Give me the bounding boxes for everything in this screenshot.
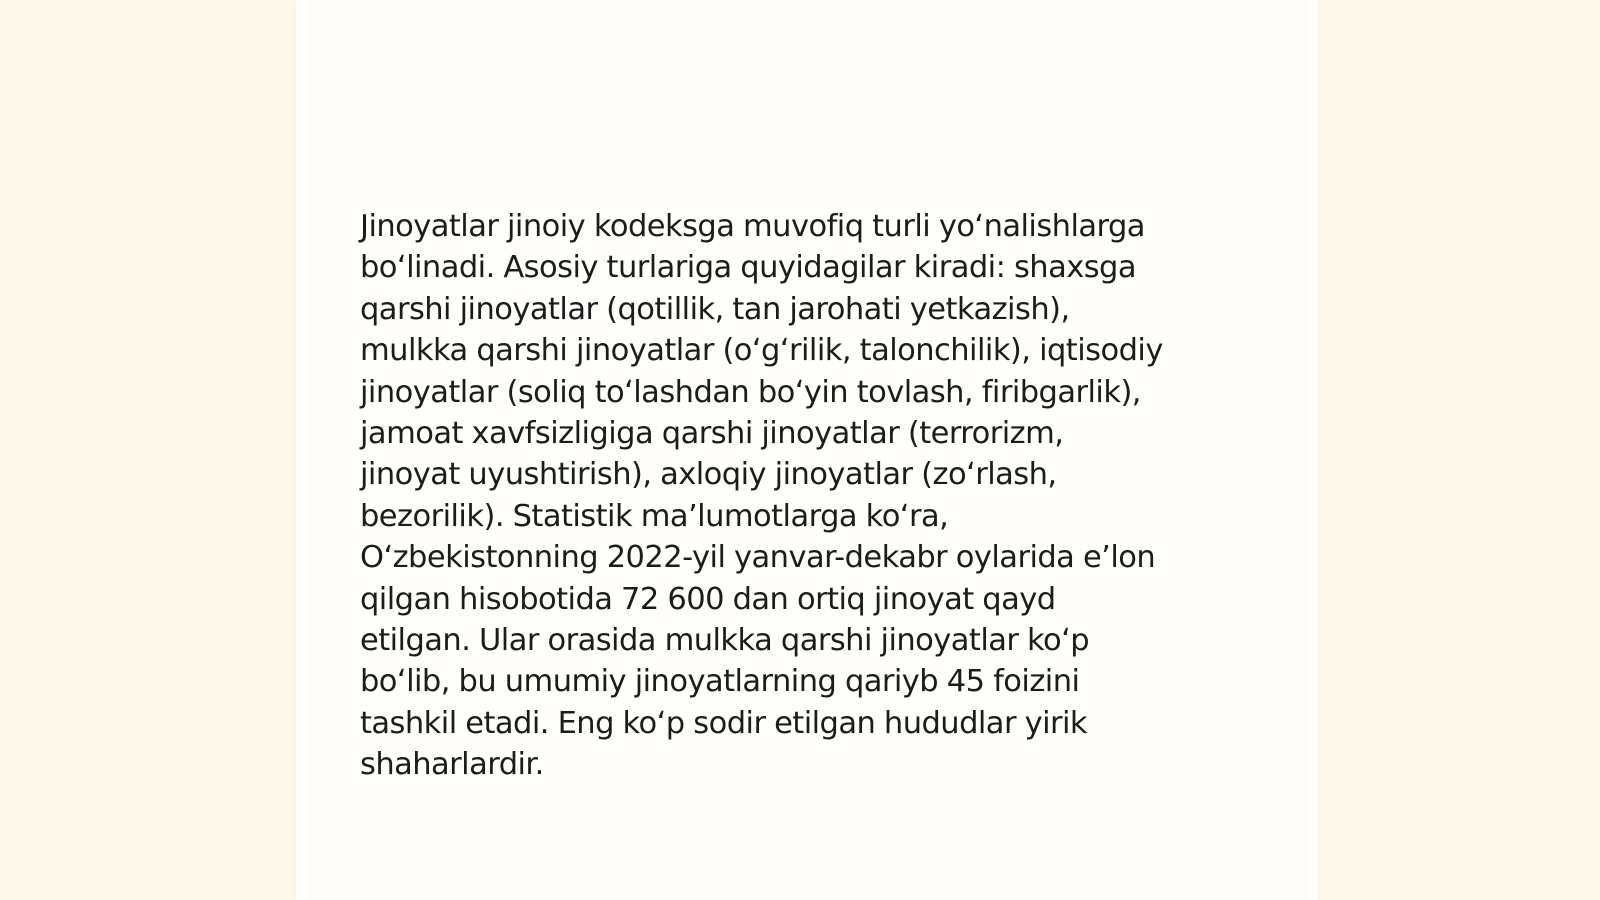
paragraph-line: jinoyat uyushtirish), axloqiy jinoyatlar (zo‘rlash, xyxy=(360,457,1057,493)
slide xyxy=(296,0,1318,900)
paragraph-line: O‘zbekistonning 2022-yil yanvar-dekabr oylarida e’lon xyxy=(360,540,1156,576)
paragraph-line: bezorilik). Statistik ma’lumotlarga ko‘ra, xyxy=(360,498,949,534)
paragraph-line: Jinoyatlar jinoiy kodeksga muvofiq turli yo‘nalishlarga xyxy=(360,209,1145,244)
paragraph-line: qarshi jinoyatlar (qotillik, tan jarohati yetkazish), xyxy=(360,291,1070,327)
paragraph-line: mulkka qarshi jinoyatlar (o‘g‘rilik, talonchilik), iqtisodiy xyxy=(360,333,1163,369)
paragraph-line: jamoat xavfsizligiga qarshi jinoyatlar (terrorizm, xyxy=(360,416,1064,452)
paragraph-line: jinoyatlar (soliq to‘lashdan bo‘yin tovlash, firibgarlik), xyxy=(360,374,1141,410)
paragraph-line: qilgan hisobotida 72 600 dan ortiq jinoyat qayd xyxy=(360,581,1056,617)
paragraph-line: tashkil etadi. Eng ko‘p sodir etilgan hududlar yirik xyxy=(360,705,1088,741)
paragraph-line: bo‘linadi. Asosiy turlariga quyidagilar kiradi: shaxsga xyxy=(360,250,1137,286)
paragraph-line: bo‘lib, bu umumiy jinoyatlarning qariyb 45 foizini xyxy=(360,664,1080,700)
paragraph-line: etilgan. Ular orasida mulkka qarshi jinoyatlar ko‘p xyxy=(360,623,1090,659)
paragraph-line: shaharlardir. xyxy=(360,747,544,783)
slide-body-text xyxy=(360,206,1250,786)
